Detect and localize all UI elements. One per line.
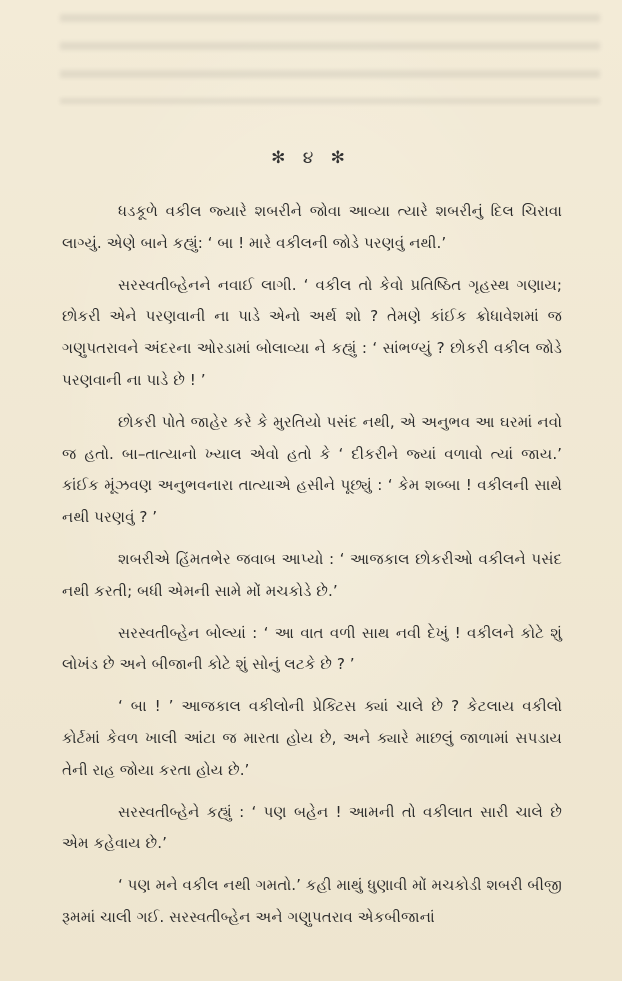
paragraph: સરસ્વતીબ્હેન બોલ્યાં : ‘ આ વાત વળી સાથ નવી દેખું ! વકીલને કોટે શું લોખંડ છે અને બીજાની કોટે શું સોનું લટકે છે ? ’ [62, 623, 562, 674]
paragraph: છોકરી પોતે જાહેર કરે કે મુરતિયો પસંદ નથી, એ અનુભવ આ ઘરમાં નવો જ હતો. બા–તાત્યાનો ખ્યાલ એવો હતો કે ‘ દીકરીને જ્યાં વળાવો ત્યાં જાય.’ કાંઈક મૂંઝવણ અનુભવનારા તાત્યાએ હસીને પૂછ્યું : ‘ કેમ શબ્બા ! વકીલની સાથે નથી પરણવું ? ’ [62, 412, 562, 527]
chapter-heading: ✻ ૪ ✻ [271, 148, 351, 168]
paragraph: શબરીએ હિંમતભેર જવાબ આપ્યો : ‘ આજકાલ છોકરીઓ વકીલને પસંદ નથી કરતી; બધી એમની સામે મોં મચકોડે છે.’ [62, 549, 562, 600]
paragraph: સરસ્વતીબ્હેને કહ્યું : ‘ પણ બહેન ! આમની તો વકીલાત સારી ચાલે છે એમ કહેવાય છે.’ [62, 802, 562, 853]
paragraph: ‘ બા ! ’ આજકાલ વકીલોની પ્રેક્ટિસ ક્યાં ચાલે છે ? કેટલાય વકીલો કોર્ટમાં કેવળ ખાલી આંટા જ મારતા હોય છે, અને ક્યારે માછલું જાળામાં સપડાય તેની રાહ જોયા કરતા હોય છે.’ [62, 697, 562, 779]
paragraph: ધડકૂળે વકીલ જ્યારે શબરીને જોવા આવ્યા ત્યારે શબરીનું દિલ ચિરાવા લાગ્યું. એણે બાને કહ્યું: ‘ બા ! મારે વકીલની જોડે પરણવું નથી.’ [62, 202, 562, 252]
paragraph: સરસ્વતીબ્હેનને નવાઈ લાગી. ‘ વકીલ તો કેવો પ્રતિષ્ઠિત ગૃહસ્થ ગણાય; છોકરી એને પરણવાની ના પાડે એનો અર્થ શો ? તેમણે કાંઈક ક્રોધાવેશમાં જ ગણુપતરાવને અંદરના ઓરડામાં બોલાવ્યા ને કહ્યું : ‘ સાંભળ્યું ? છોકરી વકીલ જોડે પરણવાની ના પાડે છે ! ’ [62, 275, 562, 389]
paragraph: ‘ પણ મને વકીલ નથી ગમતો.’ કહી માથું ધુણાવી મોં મચકોડી શબરી બીજી રૂમમાં ચાલી ગઈ. સરસ્વતીબ્હેન અને ગણુપતરાવ એકબીજાનાં [62, 876, 562, 926]
body-text [62, 196, 562, 944]
bleed-through-text [60, 14, 600, 104]
